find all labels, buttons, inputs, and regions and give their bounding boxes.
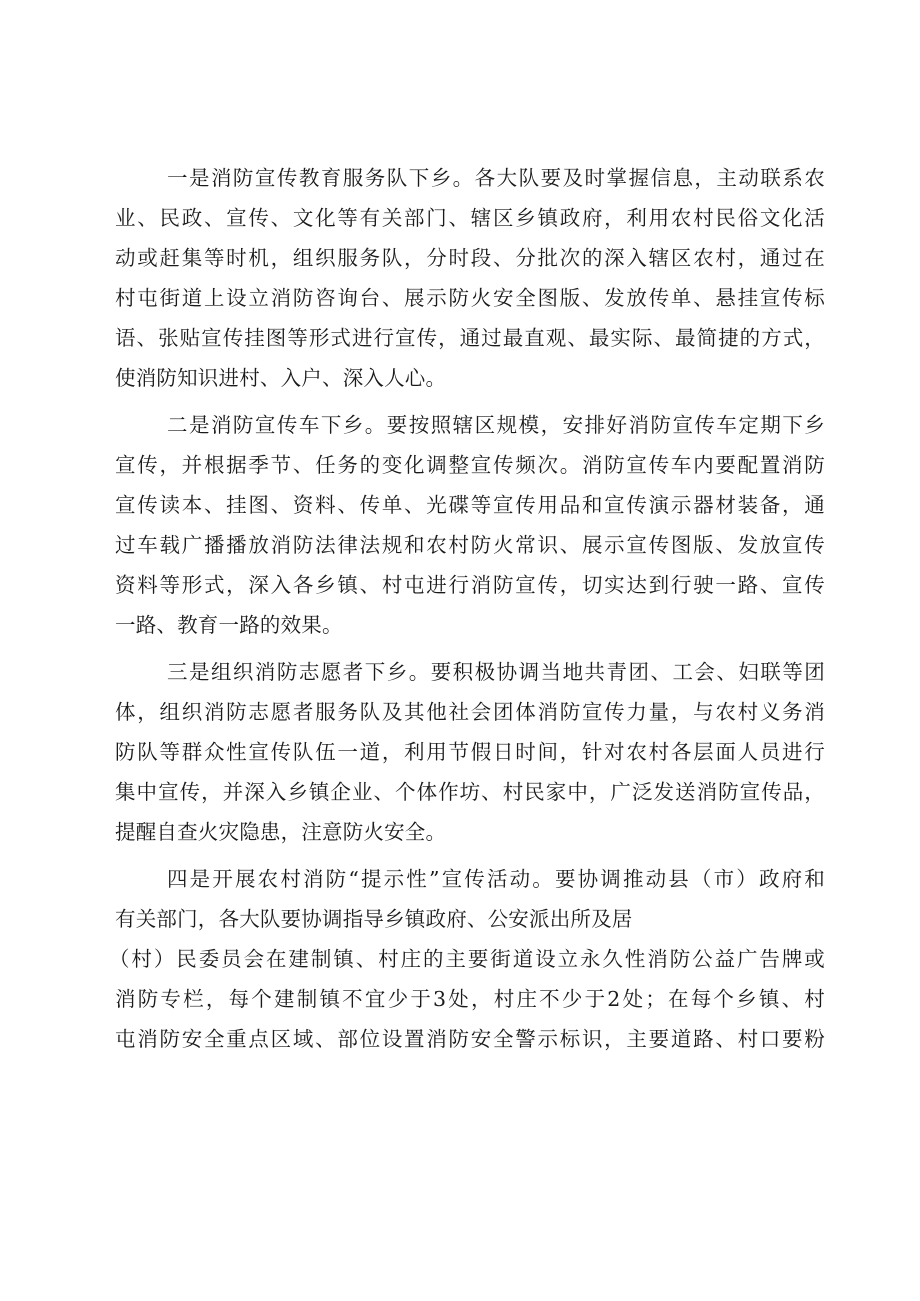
- paragraph-line: 宣传读本、挂图、资料、传单、光碟等宣传用品和宣传演示器材装备，通: [115, 493, 825, 517]
- paragraph-line: 语、张贴宣传挂图等形式进行宣传，通过最直观、最实际、最简捷的方式，: [115, 326, 825, 350]
- paragraph-2: [115, 405, 825, 645]
- paragraph-line: 动或赶集等时机，组织服务队，分时段、分批次的深入辖区农村，通过在: [115, 246, 825, 270]
- paragraph-line: 有关部门，各大队要协调指导乡镇政府、公安派出所及居: [115, 907, 633, 931]
- paragraph-line: 一是消防宣传教育服务队下乡。各大队要及时掌握信息，主动联系农: [167, 166, 825, 190]
- paragraph-4: [109, 859, 825, 1059]
- paragraph-line: 宣传，并根据季节、任务的变化调整宣传频次。消防宣传车内要配置消防: [115, 453, 825, 477]
- paragraph-1: [115, 158, 825, 398]
- paragraph-line: 集中宣传，并深入乡镇企业、个体作坊、村民家中，广泛发送消防宣传品，: [115, 780, 825, 804]
- paragraph-line: 一路、教育一路的效果。: [115, 613, 343, 637]
- paragraph-line: 资料等形式，深入各乡镇、村屯进行消防宣传，切实达到行驶一路、宣传: [115, 573, 825, 597]
- paragraph-line: 体，组织消防志愿者服务队及其他社会团体消防宣传力量，与农村义务消: [115, 700, 825, 724]
- paragraph-line: 四是开展农村消防“提示性”宣传活动。要协调推动县（市）政府和: [167, 867, 825, 891]
- paragraph-line: 屯消防安全重点区域、部位设置消防安全警示标识，主要道路、村口要粉: [115, 1027, 825, 1051]
- document-body: [109, 158, 825, 1059]
- paragraph-line: （村）民委员会在建制镇、村庄的主要街道设立永久性消防公益广告牌或: [109, 947, 825, 971]
- paragraph-line: 过车载广播播放消防法律法规和农村防火常识、展示宣传图版、发放宣传: [115, 533, 825, 557]
- paragraph-line: 二是消防宣传车下乡。要按照辖区规模，安排好消防宣传车定期下乡: [167, 413, 825, 437]
- paragraph-line: 三是组织消防志愿者下乡。要积极协调当地共青团、工会、妇联等团: [167, 660, 825, 684]
- paragraph-line: 使消防知识进村、入户、深入人心。: [115, 366, 447, 390]
- paragraph-line: 防队等群众性宣传队伍一道，利用节假日时间，针对农村各层面人员进行: [115, 740, 825, 764]
- paragraph-line: 村屯街道上设立消防咨询台、展示防火安全图版、发放传单、悬挂宣传标: [115, 286, 825, 310]
- paragraph-3: [115, 652, 825, 852]
- paragraph-line: 提醒自查火灾隐患，注意防火安全。: [115, 820, 447, 844]
- paragraph-line: 消防专栏，每个建制镇不宜少于3处，村庄不少于2处；在每个乡镇、村: [115, 987, 825, 1011]
- paragraph-line: 业、民政、宣传、文化等有关部门、辖区乡镇政府，利用农村民俗文化活: [115, 206, 825, 230]
